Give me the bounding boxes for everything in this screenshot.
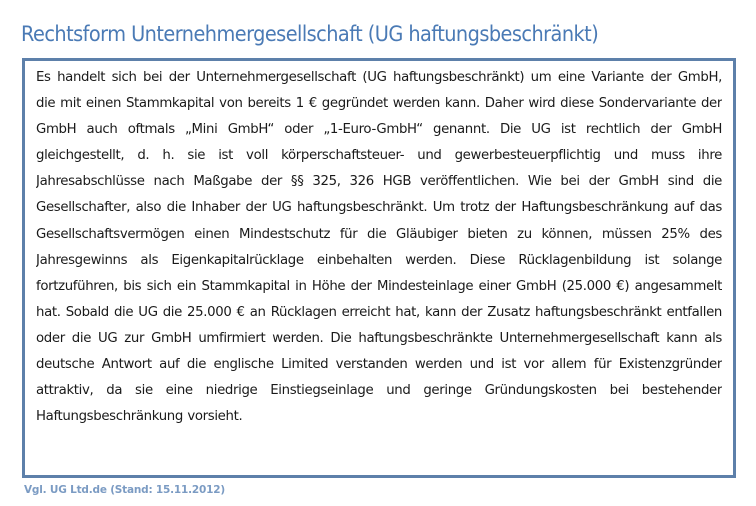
- text-line: gleichgestellt, d. h. sie ist voll körperschaftsteuer- und gewerbesteuerpflichtig und muss ihre: [36, 148, 722, 164]
- page-title: Rechtsform Unternehmergesellschaft (UG haftungsbeschränkt): [21, 22, 599, 47]
- text-line: Jahresabschlüsse nach Maßgabe der §§ 325, 326 HGB veröffentlichen. Wie bei der GmbH sind die: [36, 174, 722, 190]
- text-line: fortzuführen, bis sich ein Stammkapital in Höhe der Mindesteinlage einer GmbH (25.000 €) angesammelt: [36, 278, 722, 294]
- text-line: hat. Sobald die UG die 25.000 € an Rücklagen erreicht hat, kann der Zusatz haftungsbeschränkt entfallen: [36, 304, 722, 320]
- text-line: GmbH auch oftmals „Mini GmbH“ oder „1-Euro-GmbH“ genannt. Die UG ist rechtlich der GmbH: [36, 122, 722, 138]
- text-line: die mit einen Stammkapital von bereits 1 € gegründet werden kann. Daher wird diese Sondervariante der: [36, 96, 722, 112]
- content-box: [22, 58, 736, 478]
- text-line: Jahresgewinns als Eigenkapitalrücklage einbehalten werden. Diese Rücklagenbildung ist solange: [36, 252, 722, 268]
- text-line: Gesellschaftsvermögen einen Mindestschutz für die Gläubiger bieten zu können, müssen 25% des: [36, 226, 722, 242]
- text-line: Gesellschafter, also die Inhaber der UG haftungsbeschränkt. Um trotz der Haftungsbeschränkung auf das: [36, 200, 722, 216]
- text-line: Es handelt sich bei der Unternehmergesellschaft (UG haftungsbeschränkt) um eine Variante der GmbH,: [36, 70, 722, 85]
- text-line: Haftungsbeschränkung vorsieht.: [36, 409, 243, 425]
- text-line: deutsche Antwort auf die englische Limited verstanden werden und ist vor allem für Existenzgründer: [36, 357, 722, 373]
- text-line: oder die UG zur GmbH umfirmiert werden. Die haftungsbeschränkte Unternehmergesellschaft kann als: [36, 330, 722, 346]
- text-line: attraktiv, da sie eine niedrige Einstiegseinlage und geringe Gründungskosten bei bestehender: [36, 383, 722, 399]
- body-paragraph: [36, 65, 722, 430]
- source-citation: Vgl. UG Ltd.de (Stand: 15.11.2012): [24, 484, 225, 496]
